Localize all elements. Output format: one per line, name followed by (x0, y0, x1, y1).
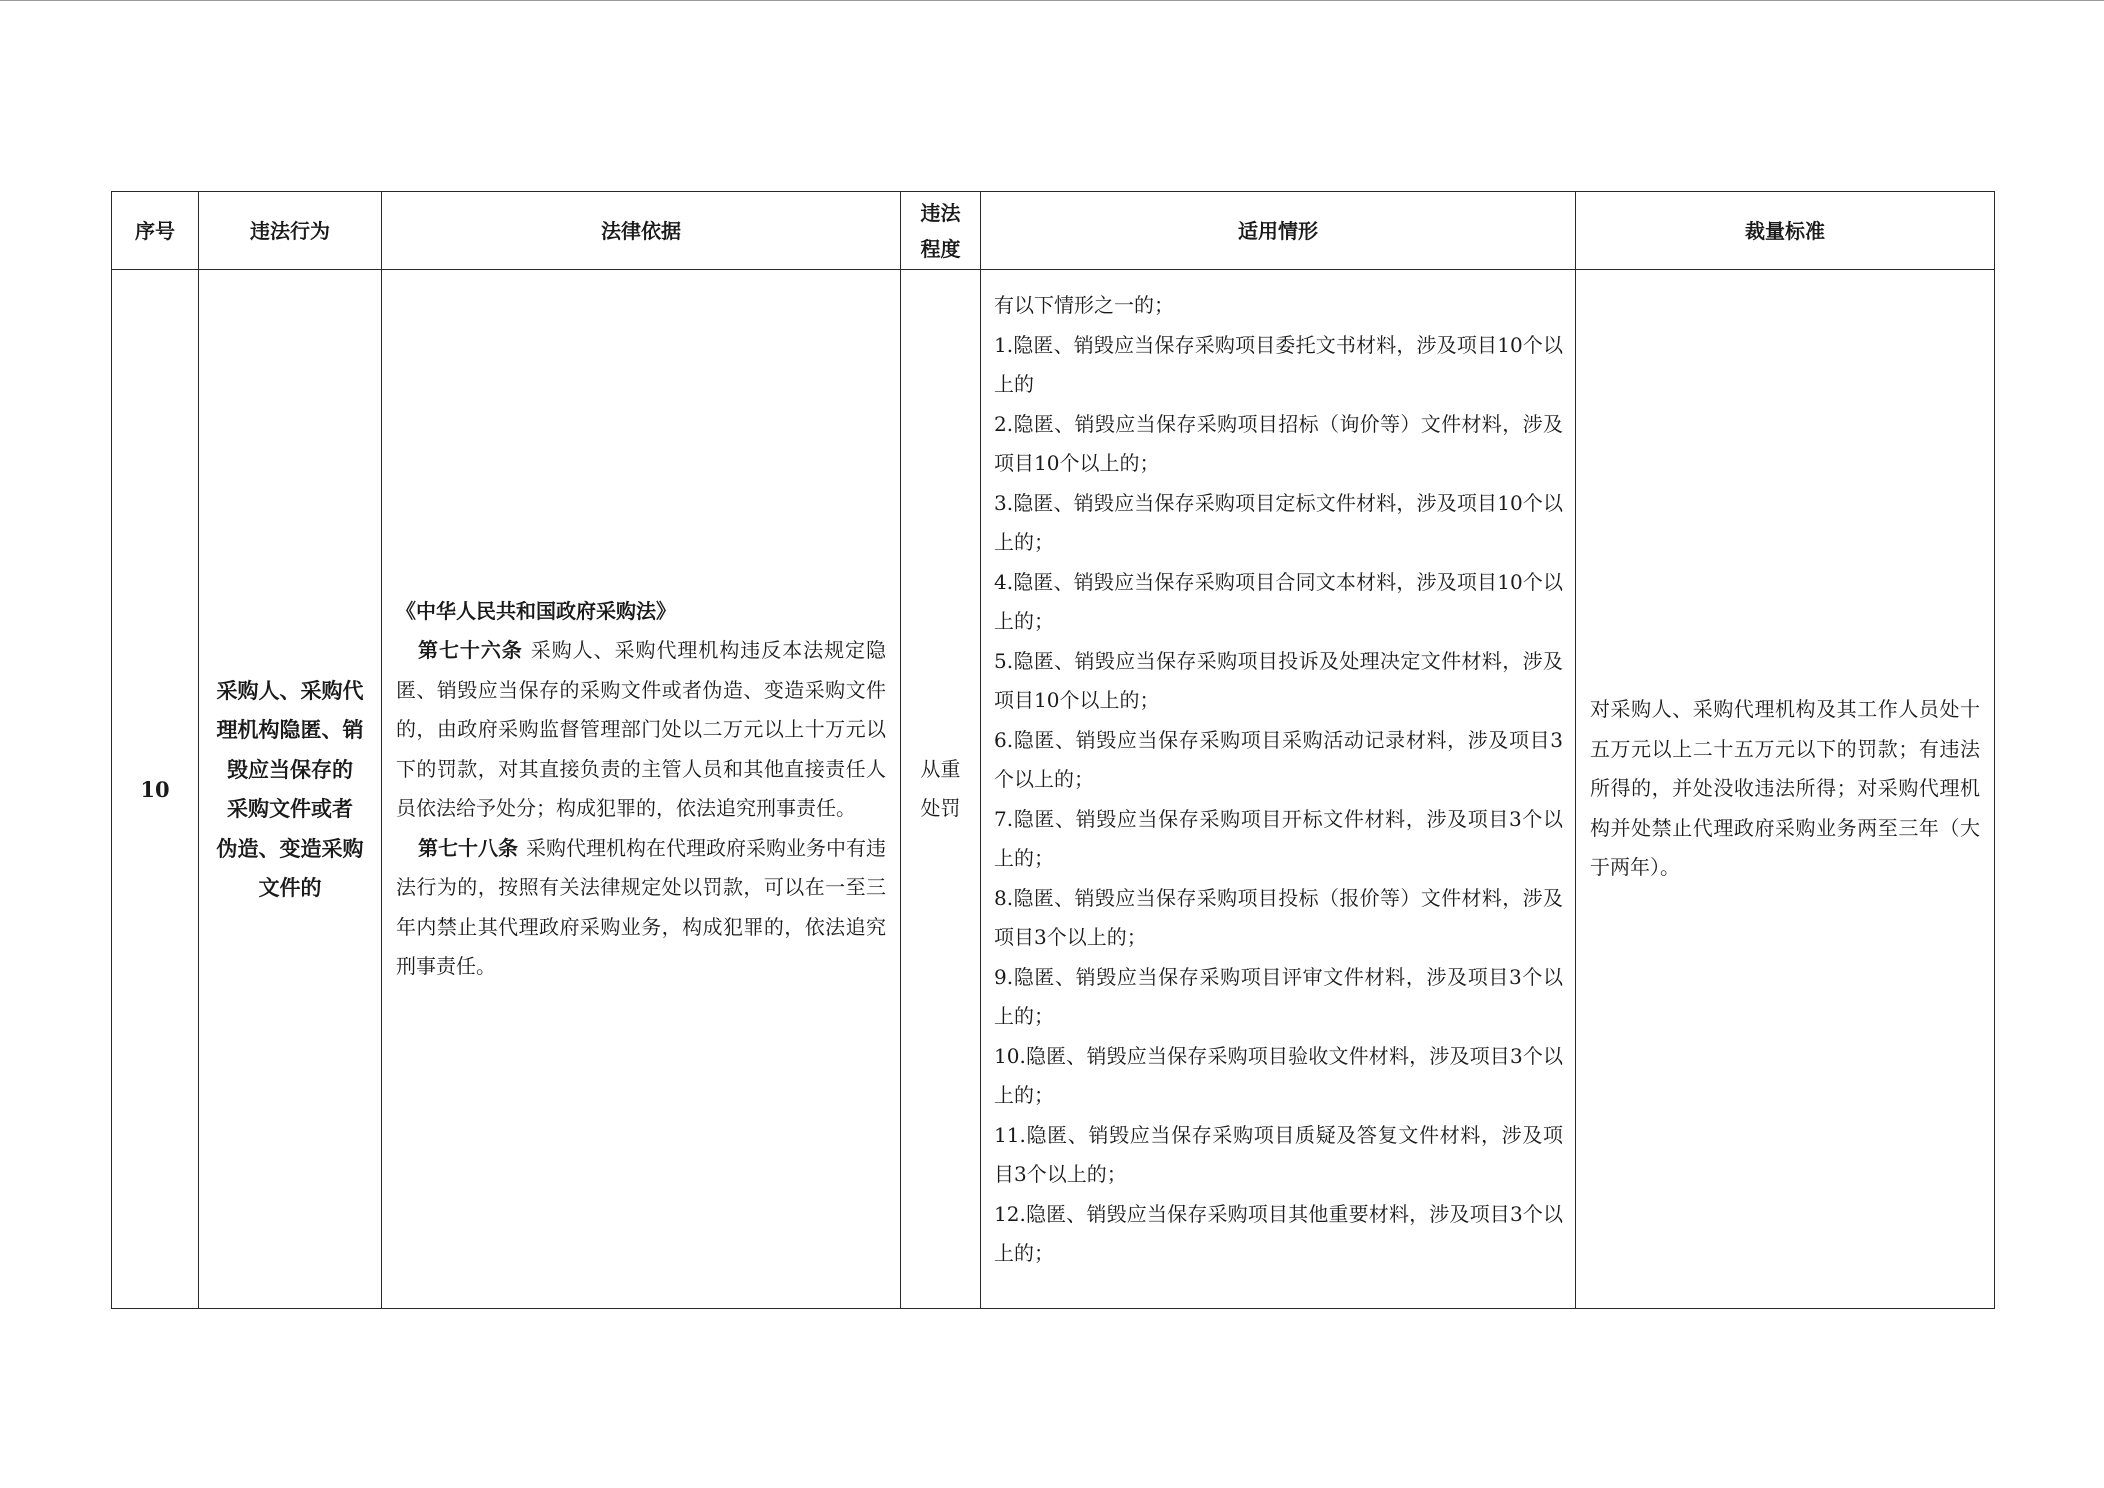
header-legal-basis: 法律依据 (382, 192, 901, 270)
law-article (396, 829, 886, 987)
header-discretion-standard: 裁量标准 (1576, 192, 1995, 270)
case-item: 4.隐匿、销毁应当保存采购项目合同文本材料，涉及项目10个以上的； (994, 569, 1563, 633)
case-item: 2.隐匿、销毁应当保存采购项目招标（询价等）文件材料，涉及项目10个以上的； (994, 411, 1563, 475)
case-item: 9.隐匿、销毁应当保存采购项目评审文件材料，涉及项目3个以上的； (994, 964, 1563, 1028)
cell-violation (199, 270, 382, 1309)
violation-line: 理机构隐匿、销 (216, 717, 364, 742)
violation-line: 伪造、变造采购 (216, 835, 364, 861)
case-item: 11.隐匿、销毁应当保存采购项目质疑及答复文件材料，涉及项目3个以上的； (994, 1122, 1563, 1186)
header-degree-line1: 违法 (920, 200, 961, 225)
case-item: 8.隐匿、销毁应当保存采购项目投标（报价等）文件材料，涉及项目3个以上的； (994, 885, 1563, 949)
cell-applicable-cases (981, 270, 1576, 1309)
case-item: 1.隐匿、销毁应当保存采购项目委托文书材料，涉及项目10个以上的 (994, 332, 1563, 396)
violation-line: 采购人、采购代 (216, 677, 364, 703)
violation-line: 文件的 (258, 875, 322, 900)
violation-line: 采购文件或者 (227, 796, 353, 821)
penalty-standards-table (111, 191, 1995, 1309)
cell-violation-degree (901, 270, 981, 1309)
header-violation-degree (901, 192, 981, 270)
cell-serial-number: 10 (112, 270, 199, 1309)
case-item: 12.隐匿、销毁应当保存采购项目其他重要材料，涉及项目3个以上的； (994, 1201, 1563, 1265)
article-number: 第七十八条 (418, 835, 518, 860)
law-title: 《中华人民共和国政府采购法》 (396, 598, 676, 623)
case-item: 3.隐匿、销毁应当保存采购项目定标文件材料，涉及项目10个以上的； (994, 490, 1563, 554)
law-article (396, 631, 886, 829)
table-header-row (112, 192, 1995, 270)
case-item: 7.隐匿、销毁应当保存采购项目开标文件材料，涉及项目3个以上的； (994, 806, 1563, 870)
table-row (112, 270, 1995, 1309)
page-top-border (0, 0, 2104, 1)
article-text: 采购人、采购代理机构违反本法规定隐匿、销毁应当保存的采购文件或者伪造、变造采购文件的，由政府采购监督管理部门处以二万元以上十万元以下的罚款，对其直接负责的主管人员和其他直接责任人员依法给予处分；构成犯罪的，依法追究刑事责任。 (396, 638, 887, 820)
article-number: 第七十六条 (418, 638, 523, 662)
header-violation: 违法行为 (199, 192, 382, 270)
article-text: 采购代理机构在代理政府采购业务中有违法行为的，按照有关法律规定处以罚款，可以在一至三年内禁止其代理政府采购业务，构成犯罪的，依法追究刑事责任。 (396, 835, 886, 978)
header-serial-number: 序号 (112, 192, 199, 270)
case-item: 10.隐匿、销毁应当保存采购项目验收文件材料，涉及项目3个以上的； (994, 1043, 1563, 1107)
cases-intro: 有以下情形之一的； (994, 293, 1174, 317)
case-item: 5.隐匿、销毁应当保存采购项目投诉及处理决定文件材料，涉及项目10个以上的； (994, 648, 1563, 712)
violation-line: 毁应当保存的 (227, 756, 353, 782)
degree-line1: 从重 (920, 756, 961, 781)
case-item: 6.隐匿、销毁应当保存采购项目采购活动记录材料，涉及项目3个以上的； (994, 727, 1563, 791)
cell-legal-basis (382, 270, 901, 1309)
header-applicable-cases: 适用情形 (981, 192, 1576, 270)
degree-line2: 处罚 (920, 796, 961, 820)
cell-discretion-standard: 对采购人、采购代理机构及其工作人员处十五万元以上二十五万元以下的罚款；有违法所得的，并处没收违法所得；对采购代理机构并处禁止代理政府采购业务两至三年（大于两年）。 (1576, 270, 1995, 1309)
header-degree-line2: 程度 (920, 236, 961, 261)
